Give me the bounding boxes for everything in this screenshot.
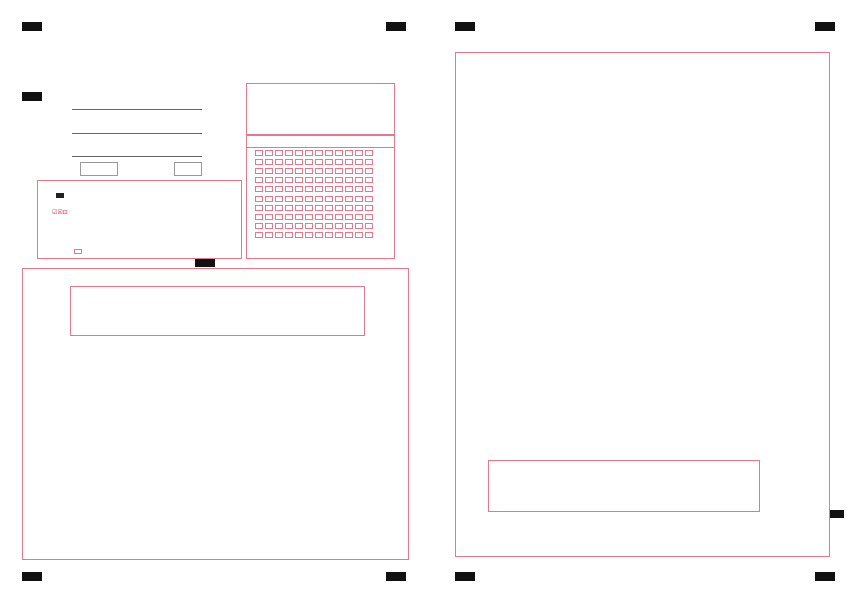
digit-bubble[interactable] — [305, 159, 313, 165]
digit-bubble[interactable] — [305, 205, 313, 211]
barcode-area — [246, 83, 395, 135]
digit-bubble[interactable] — [305, 168, 313, 174]
digit-bubble[interactable] — [275, 223, 283, 229]
digit-bubble[interactable] — [295, 159, 303, 165]
digit-bubble[interactable] — [265, 177, 273, 183]
digit-bubble[interactable] — [345, 223, 353, 229]
digit-bubble[interactable] — [285, 223, 293, 229]
digit-bubble[interactable] — [295, 196, 303, 202]
digit-bubble[interactable] — [335, 214, 343, 220]
digit-bubble[interactable] — [315, 214, 323, 220]
digit-bubble[interactable] — [345, 232, 353, 238]
digit-bubble[interactable] — [295, 214, 303, 220]
judge-answer-grid[interactable] — [488, 460, 760, 512]
digit-bubble[interactable] — [365, 177, 373, 183]
exam-no-box[interactable] — [80, 162, 118, 176]
digit-bubble[interactable] — [315, 196, 323, 202]
digit-bubble[interactable] — [345, 205, 353, 211]
digit-bubble[interactable] — [315, 186, 323, 192]
digit-bubble[interactable] — [325, 168, 333, 174]
digit-bubble[interactable] — [315, 159, 323, 165]
digit-bubble[interactable] — [335, 150, 343, 156]
digit-bubble[interactable] — [335, 232, 343, 238]
digit-bubble[interactable] — [335, 177, 343, 183]
digit-bubble[interactable] — [325, 223, 333, 229]
digit-bubble[interactable] — [265, 205, 273, 211]
digit-bubble[interactable] — [305, 177, 313, 183]
digit-bubble[interactable] — [255, 177, 263, 183]
registration-mark — [22, 92, 42, 101]
digit-bubble[interactable] — [275, 214, 283, 220]
digit-bubble[interactable] — [275, 168, 283, 174]
digit-bubble[interactable] — [365, 223, 373, 229]
digit-bubble[interactable] — [325, 232, 333, 238]
digit-bubble[interactable] — [325, 196, 333, 202]
digit-bubble[interactable] — [355, 205, 363, 211]
choice-answer-grid[interactable] — [70, 286, 365, 336]
digit-bubble[interactable] — [325, 159, 333, 165]
exam-number-label — [247, 136, 394, 148]
digit-bubble[interactable] — [345, 168, 353, 174]
digit-bubble[interactable] — [345, 177, 353, 183]
digit-bubble[interactable] — [355, 150, 363, 156]
digit-bubble[interactable] — [285, 232, 293, 238]
digit-bubble[interactable] — [285, 168, 293, 174]
digit-bubble[interactable] — [315, 150, 323, 156]
digit-bubble[interactable] — [335, 196, 343, 202]
digit-bubble[interactable] — [365, 150, 373, 156]
digit-row — [247, 194, 394, 203]
seat-no-box[interactable] — [174, 162, 202, 176]
digit-bubble[interactable] — [355, 177, 363, 183]
registration-mark — [830, 510, 844, 518]
digit-bubble[interactable] — [285, 196, 293, 202]
digit-bubble[interactable] — [365, 214, 373, 220]
digit-bubble[interactable] — [295, 150, 303, 156]
digit-bubble[interactable] — [295, 177, 303, 183]
digit-bubble[interactable] — [265, 150, 273, 156]
digit-bubble[interactable] — [335, 223, 343, 229]
digit-bubble[interactable] — [305, 223, 313, 229]
digit-bubble[interactable] — [285, 177, 293, 183]
digit-row — [247, 148, 394, 157]
notice-text — [102, 184, 240, 258]
registration-mark — [22, 572, 42, 581]
digit-bubble[interactable] — [365, 232, 373, 238]
digit-bubble[interactable] — [335, 186, 343, 192]
digit-bubble[interactable] — [345, 150, 353, 156]
digit-bubble[interactable] — [315, 232, 323, 238]
digit-bubble[interactable] — [255, 159, 263, 165]
digit-row — [247, 185, 394, 194]
digit-bubble[interactable] — [295, 232, 303, 238]
digit-bubble[interactable] — [275, 186, 283, 192]
digit-bubble[interactable] — [255, 214, 263, 220]
digit-bubble[interactable] — [365, 159, 373, 165]
digit-bubble[interactable] — [335, 159, 343, 165]
digit-bubble[interactable] — [345, 196, 353, 202]
digit-bubble[interactable] — [265, 223, 273, 229]
digit-bubble[interactable] — [355, 159, 363, 165]
digit-bubble[interactable] — [345, 186, 353, 192]
digit-bubble[interactable] — [285, 205, 293, 211]
digit-bubble[interactable] — [265, 159, 273, 165]
digit-bubble[interactable] — [355, 196, 363, 202]
registration-mark — [815, 22, 835, 31]
digit-bubble[interactable] — [275, 205, 283, 211]
registration-mark — [22, 22, 42, 31]
filled-sample-icon — [56, 193, 64, 198]
registration-mark — [815, 572, 835, 581]
digit-bubble[interactable] — [325, 205, 333, 211]
digit-bubble[interactable] — [365, 168, 373, 174]
digit-bubble[interactable] — [255, 186, 263, 192]
digit-bubble[interactable] — [255, 150, 263, 156]
digit-bubble[interactable] — [275, 177, 283, 183]
digit-bubble[interactable] — [325, 186, 333, 192]
digit-bubble[interactable] — [325, 150, 333, 156]
exam-number-grid[interactable] — [246, 135, 395, 259]
digit-bubble[interactable] — [325, 177, 333, 183]
wrong-sample-icon: ☑☒⊡ — [52, 209, 68, 216]
digit-bubble[interactable] — [255, 223, 263, 229]
digit-row — [247, 203, 394, 212]
digit-bubble[interactable] — [255, 196, 263, 202]
digit-bubble[interactable] — [305, 186, 313, 192]
digit-bubble[interactable] — [275, 150, 283, 156]
info-fields — [42, 98, 242, 178]
registration-mark — [386, 22, 406, 31]
digit-bubble[interactable] — [285, 214, 293, 220]
digit-bubble[interactable] — [335, 205, 343, 211]
digit-bubble[interactable] — [315, 223, 323, 229]
digit-bubble[interactable] — [265, 168, 273, 174]
notice-box — [37, 180, 242, 259]
digit-row — [247, 176, 394, 185]
digit-bubble[interactable] — [325, 214, 333, 220]
digit-bubble[interactable] — [355, 186, 363, 192]
digit-row — [247, 231, 394, 240]
digit-bubble[interactable] — [355, 223, 363, 229]
digit-row — [247, 166, 394, 175]
digit-bubble[interactable] — [355, 214, 363, 220]
digit-row — [247, 212, 394, 221]
digit-bubble[interactable] — [355, 232, 363, 238]
digit-bubble[interactable] — [265, 196, 273, 202]
digit-bubble[interactable] — [365, 186, 373, 192]
digit-row — [247, 157, 394, 166]
digit-bubble[interactable] — [305, 150, 313, 156]
registration-mark — [455, 572, 475, 581]
digit-bubble[interactable] — [275, 196, 283, 202]
digit-bubble[interactable] — [265, 186, 273, 192]
digit-bubble[interactable] — [285, 150, 293, 156]
digit-bubble[interactable] — [285, 186, 293, 192]
digit-bubble[interactable] — [315, 177, 323, 183]
digit-bubble[interactable] — [315, 168, 323, 174]
digit-bubble[interactable] — [295, 223, 303, 229]
digit-bubble[interactable] — [305, 232, 313, 238]
digit-bubble[interactable] — [295, 205, 303, 211]
digit-bubble[interactable] — [315, 205, 323, 211]
digit-bubble[interactable] — [365, 205, 373, 211]
digit-bubble[interactable] — [345, 214, 353, 220]
digit-bubble[interactable] — [305, 196, 313, 202]
digit-bubble[interactable] — [295, 168, 303, 174]
digit-bubble[interactable] — [285, 159, 293, 165]
digit-row — [247, 222, 394, 231]
digit-bubble[interactable] — [255, 205, 263, 211]
digit-bubble[interactable] — [265, 214, 273, 220]
digit-bubble[interactable] — [345, 159, 353, 165]
registration-mark — [195, 258, 215, 267]
digit-bubble[interactable] — [355, 168, 363, 174]
digit-bubble[interactable] — [275, 159, 283, 165]
digit-bubble[interactable] — [265, 232, 273, 238]
digit-bubble[interactable] — [335, 168, 343, 174]
registration-mark — [455, 22, 475, 31]
digit-bubble[interactable] — [275, 232, 283, 238]
digit-bubble[interactable] — [295, 186, 303, 192]
digit-bubble[interactable] — [255, 232, 263, 238]
digit-bubble[interactable] — [255, 168, 263, 174]
registration-mark — [386, 572, 406, 581]
digit-bubble[interactable] — [365, 196, 373, 202]
digit-bubble[interactable] — [305, 214, 313, 220]
absent-checkbox[interactable] — [74, 249, 82, 254]
